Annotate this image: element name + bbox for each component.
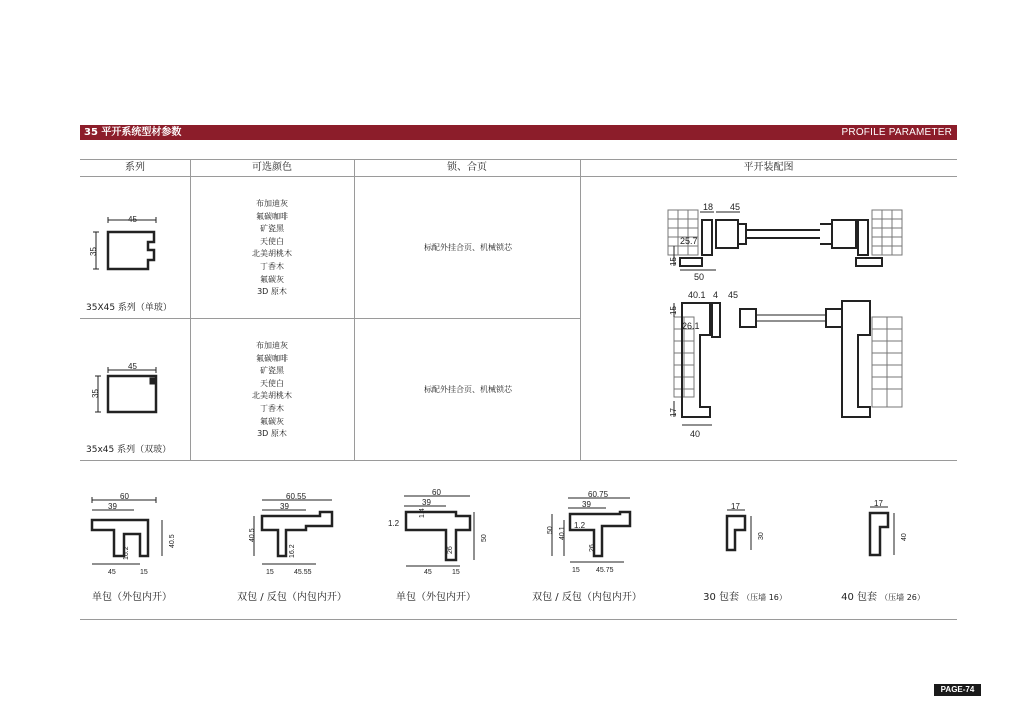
profile-label — [222, 588, 362, 603]
dim-width-label: 45 — [128, 362, 137, 371]
color-item: 氟碳灰 — [260, 274, 284, 284]
table-row-border — [80, 318, 580, 319]
profile-label-text: 30 包套 — [703, 592, 739, 603]
dim-label: 50 — [481, 534, 488, 542]
dim-label: 40.1 — [559, 526, 566, 540]
dim-height-label: 35 — [91, 389, 100, 398]
header-colors: 可选颜色 — [252, 162, 292, 173]
dim-label: 45 — [728, 290, 739, 300]
profile-drawing-5 — [715, 500, 775, 560]
dim-label: 17 — [874, 499, 883, 508]
dim-height-label: 35 — [89, 247, 98, 256]
dim-label: 45 — [730, 202, 741, 212]
dim-label: 25.7 — [680, 236, 698, 246]
profile-drawing-3 — [386, 486, 496, 576]
series-label: 35X45 系列（单玻） — [86, 303, 172, 313]
assembly-drawing-top — [660, 200, 910, 290]
color-item: 丁香木 — [260, 261, 284, 271]
dim-label: 60.55 — [286, 492, 307, 501]
color-item: 矿瓷黑 — [260, 366, 284, 376]
color-item: 3D 原木 — [257, 287, 287, 297]
profile-drawing-1 — [84, 490, 184, 575]
profile-label-text: 单包（外包内开） — [92, 592, 172, 603]
profile-label-text: 双包 / 反包（内包内开） — [532, 592, 642, 603]
dim-label: 26 — [447, 546, 454, 554]
dim-label: 16.2 — [289, 544, 296, 558]
dim-label: 15 — [266, 569, 274, 575]
dim-label: 1.4 — [419, 508, 426, 518]
dim-label: 40.1 — [688, 290, 706, 300]
lock-hinge-text: 标配外挂合页、机械锁芯 — [424, 243, 512, 252]
dim-label: 50 — [694, 272, 705, 282]
assembly-drawing-bottom — [660, 287, 910, 447]
profiles-bottom-border — [80, 619, 957, 620]
dim-label: 1.2 — [388, 519, 400, 528]
dim-label: 30 — [758, 532, 765, 540]
color-item: 矿瓷黑 — [260, 224, 284, 234]
dim-label: 15 — [572, 567, 580, 574]
profile-drawing-4 — [540, 490, 640, 575]
dim-label: 50 — [547, 526, 554, 534]
dim-label: 40.5 — [169, 534, 176, 548]
series-label: 35x45 系列（双玻） — [86, 445, 172, 455]
profile-label — [72, 588, 192, 603]
profile-35x45-double — [90, 362, 180, 422]
profile-label — [376, 588, 496, 603]
section-subtitle: PROFILE PARAMETER — [841, 127, 952, 138]
color-item: 3D 原木 — [257, 429, 287, 439]
dim-label: 15 — [452, 569, 460, 576]
dim-label: 39 — [422, 498, 431, 507]
color-item: 天使白 — [260, 378, 284, 388]
profile-label — [690, 588, 800, 603]
dim-label: 60 — [120, 492, 129, 501]
section-title: 35 平开系统型材参数 — [84, 127, 182, 138]
header-lock: 锁、合页 — [447, 162, 487, 173]
color-item: 氟碳灰 — [260, 416, 284, 426]
color-list — [212, 198, 332, 299]
table-col-divider — [580, 159, 581, 460]
dim-label: 18 — [703, 202, 714, 212]
dim-label: 40 — [901, 533, 908, 541]
header-series: 系列 — [125, 162, 145, 173]
profile-label-text: 单包（外包内开） — [396, 592, 476, 603]
dim-width-label: 45 — [128, 215, 137, 224]
lock-hinge-text: 标配外挂合页、机械锁芯 — [424, 385, 512, 394]
dim-label: 39 — [108, 502, 117, 511]
profile-label-text: 双包 / 反包（内包内开） — [237, 592, 347, 603]
dim-label: 40 — [690, 429, 701, 439]
dim-label: 40.5 — [249, 528, 256, 542]
dim-label: 45.75 — [596, 567, 614, 574]
color-item: 北美胡桃木 — [252, 391, 292, 401]
profile-drawing-2 — [236, 490, 346, 575]
dim-label: 15 — [669, 257, 678, 266]
dim-label: 60.75 — [588, 490, 609, 499]
dim-label: 39 — [582, 500, 591, 509]
table-header-border — [80, 176, 957, 177]
profile-label — [517, 588, 657, 603]
profile-drawing-6 — [858, 497, 918, 562]
dim-label: 17 — [669, 408, 678, 417]
table-bottom-border — [80, 460, 957, 461]
dim-label: 45 — [424, 569, 432, 576]
profile-label-note: （压墙 26） — [880, 593, 925, 602]
dim-label: 26.1 — [682, 321, 700, 331]
table-col-divider — [354, 159, 355, 460]
dim-label: 39 — [280, 502, 289, 511]
dim-label: 16.2 — [123, 546, 130, 560]
page-number: PAGE-74 — [934, 684, 981, 696]
dim-label: 15 — [669, 306, 678, 315]
dim-label: 4 — [713, 290, 719, 300]
dim-label: 15 — [140, 569, 148, 575]
dim-label: 60 — [432, 488, 441, 497]
color-item: 氟碳咖啡 — [256, 353, 288, 363]
color-item: 布加迪灰 — [256, 199, 288, 208]
table-col-divider — [190, 159, 191, 460]
color-item: 氟碳咖啡 — [256, 211, 288, 221]
profile-35x45-single — [86, 212, 176, 282]
color-item: 天使白 — [260, 236, 284, 246]
profile-label-note: （压墙 16） — [742, 593, 787, 602]
header-assembly: 平开装配图 — [743, 162, 794, 173]
color-item: 北美胡桃木 — [252, 249, 292, 259]
color-item: 丁香木 — [260, 403, 284, 413]
profile-label — [828, 588, 938, 603]
color-item: 布加迪灰 — [256, 341, 288, 350]
dim-label: 26 — [589, 544, 596, 552]
dim-label: 1.2 — [574, 521, 586, 530]
profile-label-text: 40 包套 — [841, 592, 877, 603]
dim-label: 17 — [731, 502, 740, 511]
dim-label: 45.55 — [294, 569, 312, 575]
dim-label: 45 — [108, 569, 116, 575]
section-banner — [80, 125, 957, 140]
color-list — [212, 340, 332, 441]
